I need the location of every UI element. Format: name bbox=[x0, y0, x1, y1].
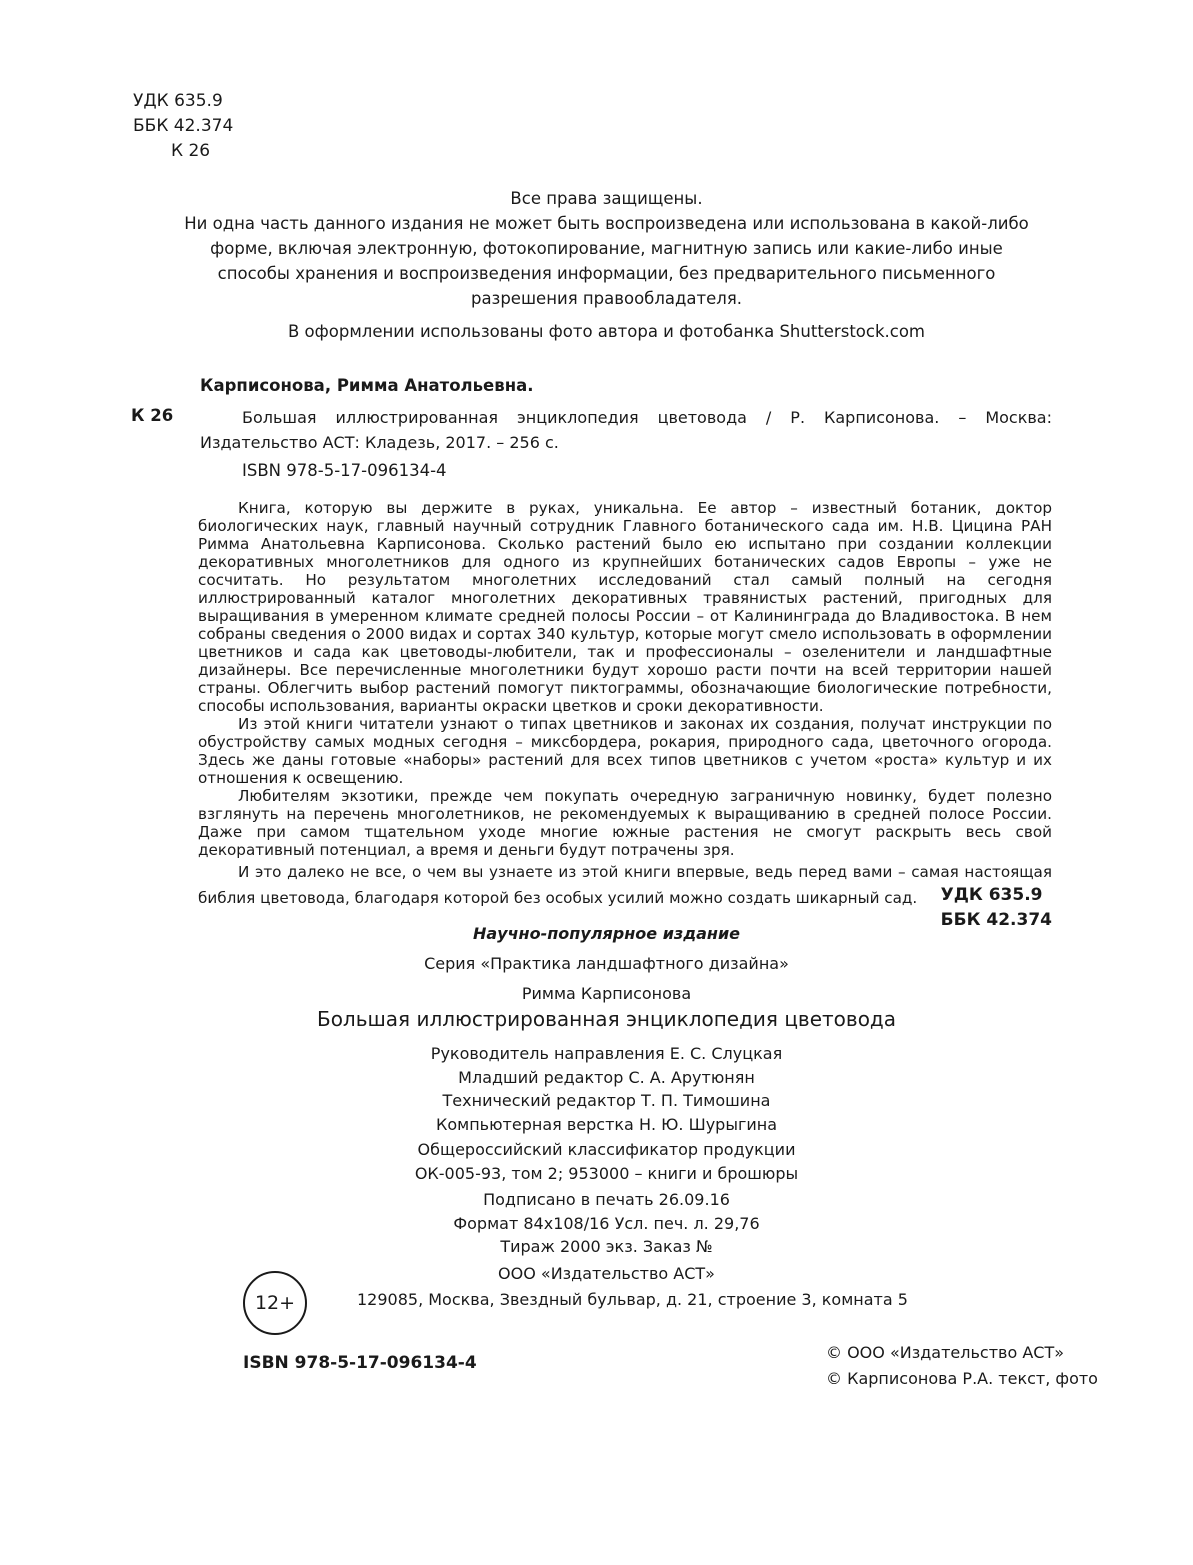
udk-code: УДК 635.9 bbox=[133, 91, 223, 111]
rights-text: Ни одна часть данного издания не может быть воспроизведена или использована в какой-либо форме, включая электронную, фотокопирование, магнитную запись или какие-либо иные способы хранения и воспроизведения информации, без предварительного письменного разрешения правообладателя. bbox=[184, 214, 1029, 308]
bbk-code: ББК 42.374 bbox=[940, 910, 1052, 930]
annotation-paragraph: Любителям экзотики, прежде чем покупать очередную заграничную новинку, будет полезно взглянуть на перечень многолетников, не рекомендуемых к выращиванию в средней полосе России. Даже при самом тщательном уходе многие южные растения не смогут раскрыть весь свой декоративный потенциал, а время и деньги будут потрачены зря. bbox=[198, 787, 1052, 859]
udk-code: УДК 635.9 bbox=[940, 885, 1043, 905]
print-line: Формат 84x108/16 Усл. печ. л. 29,76 bbox=[453, 1213, 760, 1233]
copyright-line: © ООО «Издательство АСТ» bbox=[826, 1343, 1065, 1362]
staff-line: Компьютерная верстка Н. Ю. Шурыгина bbox=[435, 1114, 778, 1134]
okp-line: Общероссийский классификатор продукции bbox=[417, 1140, 796, 1159]
publisher-name: ООО «Издательство АСТ» bbox=[498, 1264, 715, 1283]
series-name: Серия «Практика ландшафтного дизайна» bbox=[424, 954, 789, 973]
editorial-staff bbox=[180, 1042, 1033, 1136]
rights-title: Все права защищены. bbox=[510, 189, 703, 208]
book-title: Большая иллюстрированная энциклопедия цветовода bbox=[316, 1007, 897, 1031]
staff-line: Младший редактор С. А. Арутюнян bbox=[458, 1067, 755, 1087]
print-line: Подписано в печать 26.09.16 bbox=[483, 1190, 730, 1209]
annotation-paragraph: Из этой книги читатели узнают о типах цветников и законах их создания, получат инструкции по обустройству самых модных сегодня – миксбордера, рокария, природного сада, цветочного огорода. Здесь же даны готовые «наборы» растений для всех типов цветников с учетом «роста» культур и их отношения к освещению. bbox=[198, 715, 1052, 787]
print-line: Тираж 2000 экз. Заказ № bbox=[500, 1237, 713, 1256]
age-rating-label: 12+ bbox=[254, 1292, 296, 1314]
age-rating-badge bbox=[243, 1271, 307, 1335]
imprint-isbn: ISBN 978-5-17-096134-4 bbox=[243, 1353, 477, 1373]
annotation-paragraph: Книга, которую вы держите в руках, уникальна. Ее автор – известный ботаник, доктор биологических наук, главный научный сотрудник Главного ботанического сада им. Н.В. Цицина РАН Римма Анатольевна Карписонова. Сколько растений было ею испытано при создании коллекции декоративных многолетников для одного из крупнейших ботанических садов Европы – уже не сосчитать. Но результатом многолетних исследований стал самый полный на сегодня иллюстрированный каталог многолетних декоративных травянистых растений, пригодных для выращивания в умеренном климате средней полосы России – от Калининграда до Владивостока. В нем собраны сведения о 2000 видах и сортах 340 культур, которые могут смело использовать в оформлении цветников и сада как цветоводы-любители, так и профессионалы – озеленители и ландшафтные дизайнеры. Все перечисленные многолетники будут хорошо расти почти на всей территории нашей страны. Облегчить выбор растений помогут пиктограммы, обозначающие биологические потребности, способы использования, варианты окраски цветков и сроки декоративности. bbox=[198, 499, 1052, 715]
author-mark: К 26 bbox=[171, 141, 211, 161]
rights-notice bbox=[180, 186, 1033, 311]
annotation-paragraph: И это далеко не все, о чем вы узнаете из этой книги впервые, ведь перед вами – самая настоящая библия цветовода, благодаря которой без особых усилий можно создать шикарный сад. bbox=[198, 863, 1052, 907]
bbk-code: ББК 42.374 bbox=[133, 116, 234, 136]
imprint-author: Римма Карписонова bbox=[521, 984, 692, 1003]
biblio-mark: К 26 bbox=[131, 406, 174, 425]
product-classifier bbox=[180, 1138, 1033, 1185]
biblio-author: Карписонова, Римма Анатольевна. bbox=[200, 376, 534, 395]
annotation bbox=[198, 499, 1052, 911]
classification-codes bbox=[133, 89, 233, 164]
edition-type: Научно-популярное издание bbox=[472, 924, 741, 943]
print-details bbox=[180, 1188, 1033, 1259]
staff-line: Руководитель направления Е. С. Слуцкая bbox=[430, 1044, 783, 1063]
okp-line: ОК-005-93, том 2; 953000 – книги и брошюры bbox=[414, 1163, 799, 1183]
biblio-isbn: ISBN 978-5-17-096134-4 bbox=[242, 461, 447, 480]
copyright-line: © Карписонова Р.А. текст, фото bbox=[826, 1369, 1098, 1388]
copyright-notice bbox=[826, 1340, 1098, 1392]
biblio-description: Большая иллюстрированная энциклопедия цветовода / Р. Карписонова. – Москва: Издательство АСТ: Кладезь, 2017. – 256 с. bbox=[200, 408, 1052, 452]
staff-line: Технический редактор Т. П. Тимошина bbox=[442, 1091, 771, 1110]
publisher-address: 129085, Москва, Звездный бульвар, д. 21, строение 3, комната 5 bbox=[357, 1290, 908, 1309]
photo-credit: В оформлении использованы фото автора и фотобанка Shutterstock.com bbox=[287, 322, 925, 341]
